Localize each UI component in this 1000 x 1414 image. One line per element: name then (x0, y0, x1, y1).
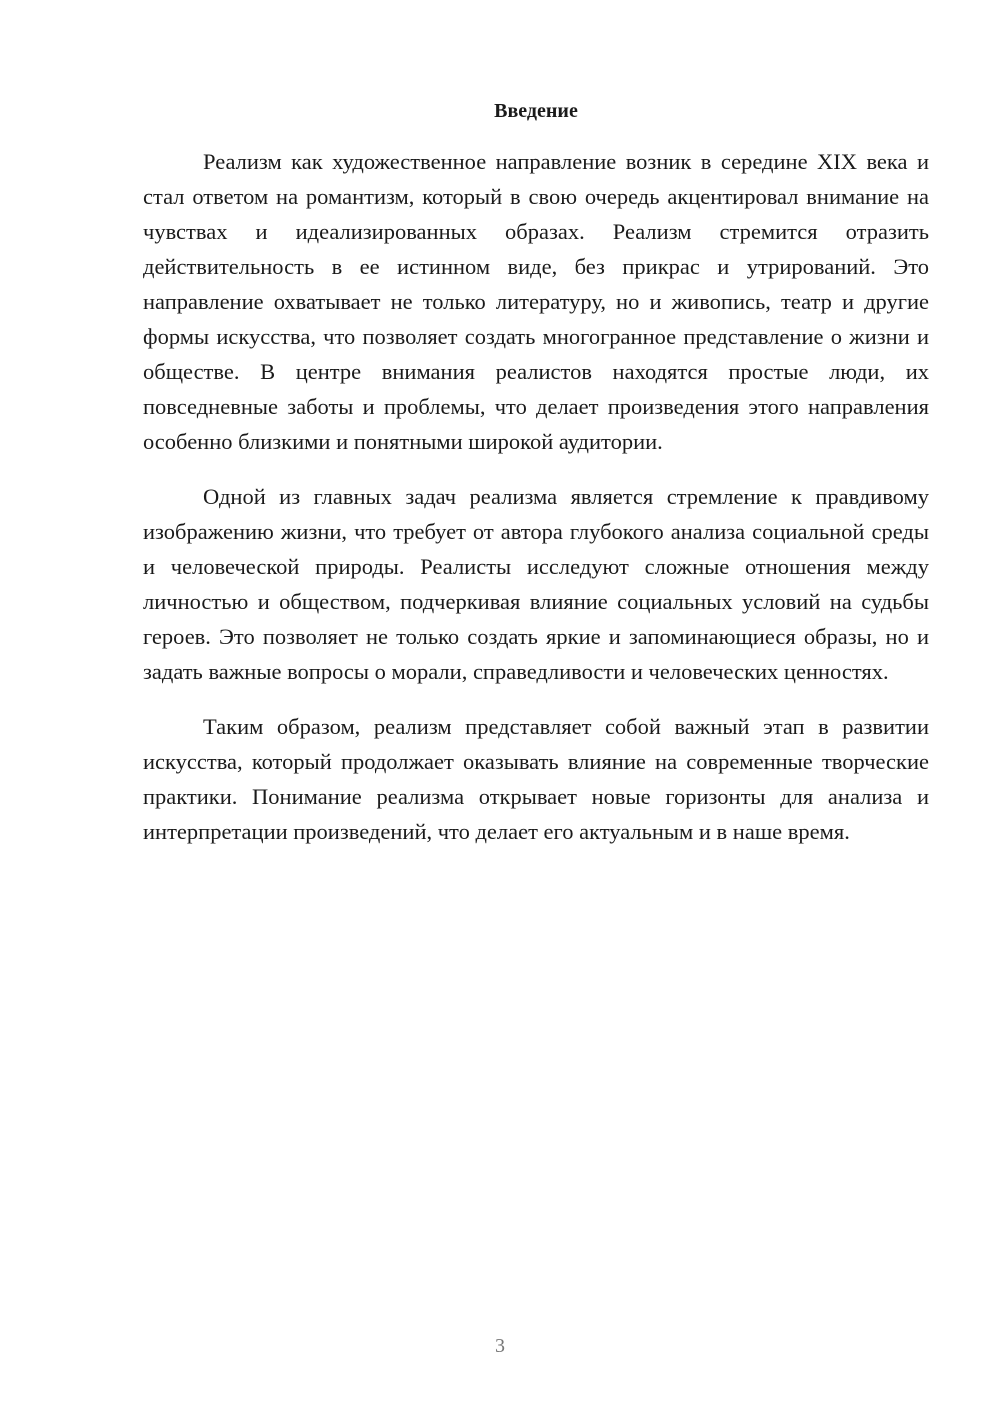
page-title: Введение (494, 100, 578, 122)
paragraph-1: Реализм как художественное направление возник в середине XIX века и стал ответом на романтизм, который в свою очередь акцентировал внимание на чувствах и идеализированных образах. Реализм стремится отразить действительность в ее истинном виде, без прикрас и утрирований. Это направление охватывает не только литературу, но и живопись, театр и другие формы искусства, что позволяет создать многогранное представление о жизни и обществе. В центре внимания реалистов находятся простые люди, их повседневные заботы и проблемы, что делает произведения этого направления особенно близкими и понятными широкой аудитории. (143, 149, 929, 454)
paragraph-3: Таким образом, реализм представляет собой важный этап в развитии искусства, который продолжает оказывать влияние на современные творческие практики. Понимание реализма открывает новые горизонты для анализа и интерпретации произведений, что делает его актуальным и в наше время. (143, 714, 929, 844)
paragraph-2: Одной из главных задач реализма является стремление к правдивому изображению жизни, что требует от автора глубокого анализа социальной среды и человеческой природы. Реалисты исследуют сложные отношения между личностью и обществом, подчеркивая влияние социальных условий на судьбы героев. Это позволяет не только создать яркие и запоминающиеся образы, но и задать важные вопросы о морали, справедливости и человеческих ценностях. (143, 484, 929, 684)
page-number: 3 (495, 1335, 505, 1357)
body-text (143, 144, 929, 849)
